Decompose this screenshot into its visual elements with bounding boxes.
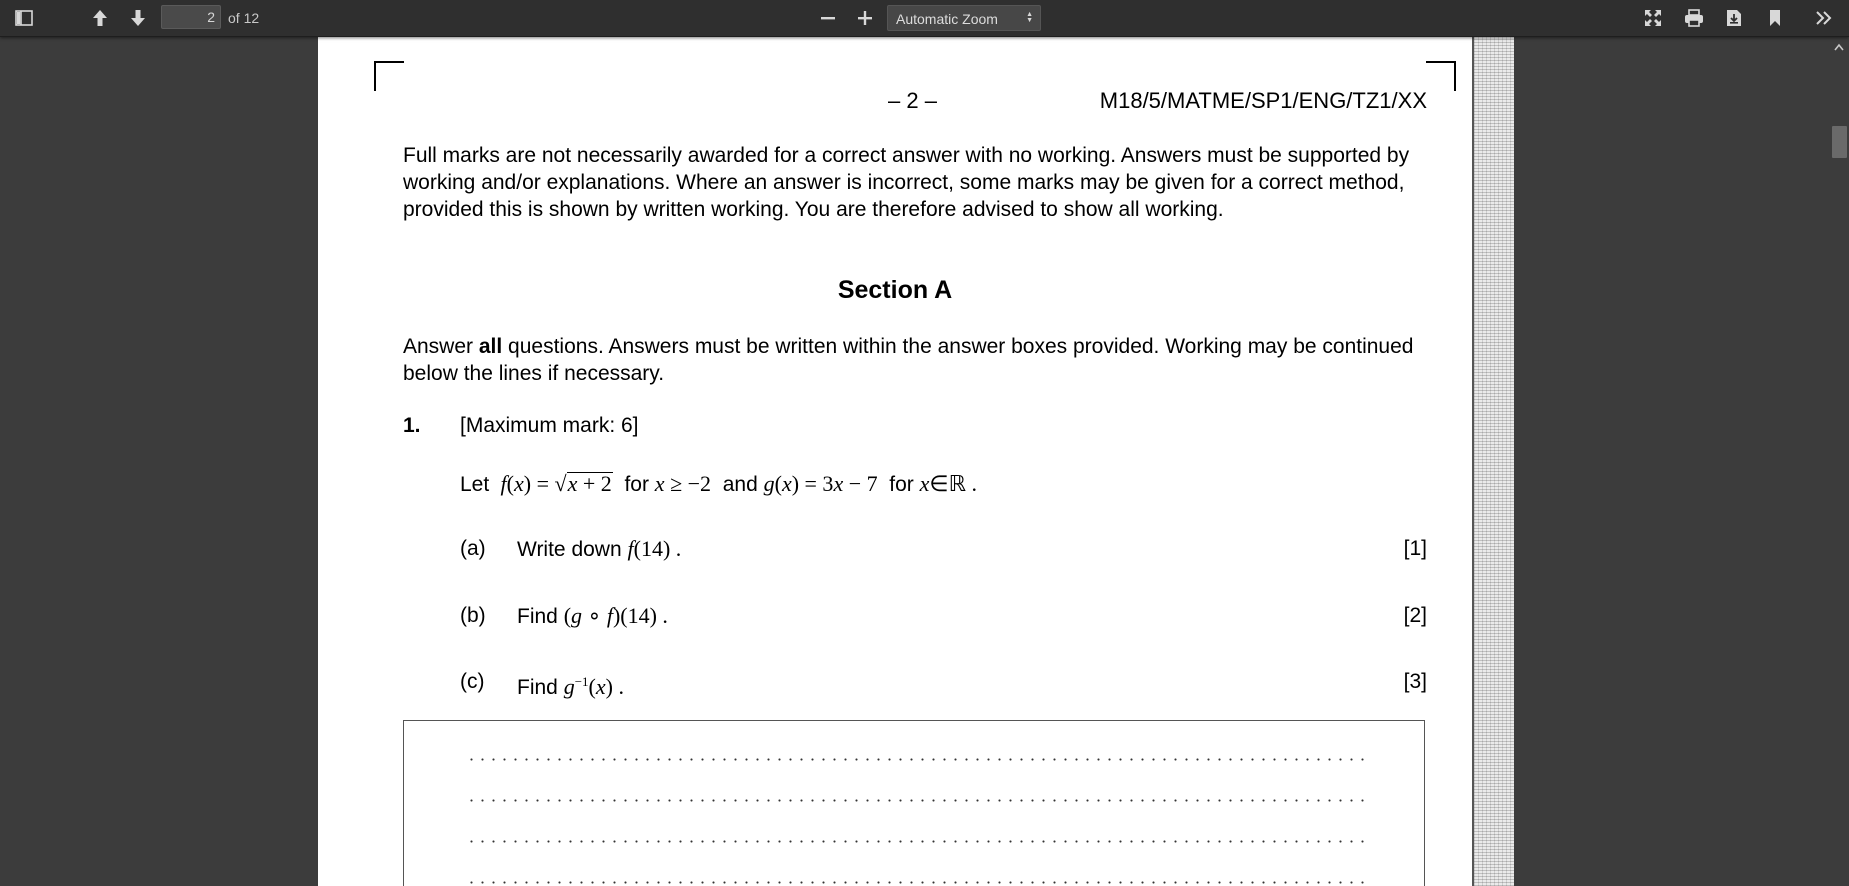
- crop-mark-top-right: [1426, 61, 1456, 91]
- part-c-label: (c): [460, 670, 485, 693]
- stem-for-1: for: [624, 473, 649, 496]
- zoom-out-button[interactable]: [814, 5, 842, 31]
- page-count-label: of 12: [228, 10, 260, 26]
- question-max-mark: [Maximum mark: 6]: [460, 414, 639, 437]
- instructions-pre: Answer: [403, 335, 479, 358]
- stem-and: and: [722, 473, 758, 496]
- part-a-text: Write down f(14) .: [517, 536, 682, 561]
- section-title: Section A: [837, 276, 953, 304]
- formula-domain-g: x: [919, 471, 930, 496]
- instructions-bold: all: [478, 335, 503, 358]
- formula-domain-f: x: [654, 471, 665, 496]
- stem-let: Let: [460, 473, 490, 496]
- answer-dotted-line: [466, 840, 1364, 843]
- page-number-input[interactable]: [161, 5, 221, 29]
- part-a-mark: [1]: [1403, 537, 1427, 560]
- question-number: 1.: [403, 414, 421, 437]
- presentation-mode-button[interactable]: [1639, 5, 1667, 31]
- sidebar-toggle-icon: [15, 10, 33, 26]
- arrow-down-icon: [129, 9, 147, 27]
- page-edge-hatch: [1472, 37, 1514, 886]
- previous-page-button[interactable]: [86, 5, 114, 31]
- zoom-in-button[interactable]: [851, 5, 879, 31]
- select-arrows-icon: ▲ ▼: [1026, 11, 1033, 24]
- crop-mark-top-left: [374, 61, 404, 91]
- formula-f-14: f: [627, 536, 634, 561]
- part-b-text: Find (g ∘ f)(14) .: [517, 603, 668, 628]
- formula-g-compose-f: g: [571, 603, 583, 628]
- zoom-select-value: Automatic Zoom: [896, 11, 998, 27]
- chevron-up-icon: [1834, 43, 1844, 51]
- sidebar-toggle-button[interactable]: [10, 5, 38, 31]
- minus-icon: [820, 10, 836, 26]
- print-button[interactable]: [1680, 5, 1708, 31]
- zoom-select[interactable]: [887, 5, 1041, 31]
- scroll-up-button[interactable]: [1833, 41, 1845, 53]
- part-c-mark: [3]: [1403, 670, 1427, 693]
- stem-for-2: for: [889, 473, 914, 496]
- part-a-label: (a): [460, 537, 486, 560]
- answer-dotted-line: [466, 758, 1364, 761]
- bookmark-icon: [1768, 9, 1782, 27]
- answer-dotted-line: [466, 881, 1364, 884]
- instructions-post: questions. Answers must be written within the answer boxes provided. Working may be continued below the lines if necessary.: [403, 335, 1414, 385]
- part-b-mark: [2]: [1403, 604, 1427, 627]
- tools-button[interactable]: [1810, 5, 1838, 31]
- plus-icon: [857, 10, 873, 26]
- formula-g-inverse: g: [563, 674, 575, 699]
- part-a-instruction: Write down: [517, 538, 622, 561]
- pdf-toolbar: [0, 0, 1849, 37]
- question-stem: Let f(x) = √x + 2 for x ≥ −2 and g(x) = 3x − 7 for x∈ℝ .: [460, 471, 978, 496]
- download-icon: [1726, 9, 1742, 27]
- page-header-code: M18/5/MATME/SP1/ENG/TZ1/XX: [1099, 88, 1427, 113]
- part-c-instruction: Find: [517, 676, 558, 699]
- formula-f-def: f: [495, 471, 507, 496]
- answer-dotted-line: [466, 799, 1364, 802]
- download-button[interactable]: [1720, 5, 1748, 31]
- print-icon: [1684, 9, 1704, 27]
- instructions-paragraph: [403, 333, 1423, 387]
- arrow-up-icon: [91, 9, 109, 27]
- intro-paragraph: Full marks are not necessarily awarded for a correct answer with no working. Answers must be supported by working and/or explanations. Where an answer is incorrect, some marks may be given for a correct method, provided this is shown by written working. You are therefore advised to show all working.: [403, 144, 1410, 221]
- bookmark-button[interactable]: [1761, 5, 1789, 31]
- scrollbar-thumb[interactable]: [1832, 126, 1847, 158]
- part-c-text: Find $g^{-1}(x)$ .: [517, 674, 624, 699]
- answer-box: [403, 720, 1425, 886]
- pdf-page: [318, 37, 1472, 886]
- part-b-instruction: Find: [517, 605, 558, 628]
- next-page-button[interactable]: [124, 5, 152, 31]
- formula-g-def: g: [763, 471, 775, 496]
- double-chevron-right-icon: [1815, 10, 1833, 26]
- vertical-scrollbar[interactable]: [1829, 37, 1849, 886]
- part-b-label: (b): [460, 604, 486, 627]
- fullscreen-icon: [1644, 9, 1662, 27]
- page-header-number: – 2 –: [888, 88, 937, 113]
